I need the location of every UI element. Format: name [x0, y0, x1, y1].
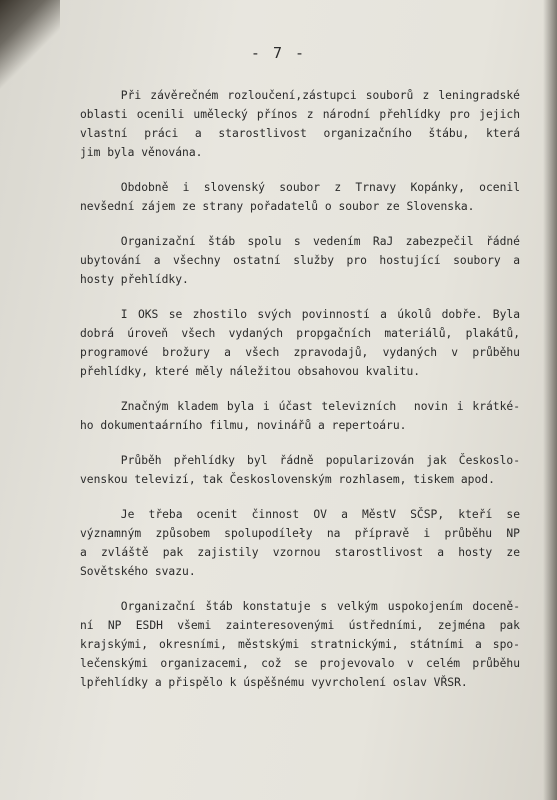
paragraph [80, 86, 520, 162]
text-line: oblasti ocenili umělecký přínos z národní přehlídky pro jejich [80, 108, 520, 121]
text-line: venskou televizí, tak Československým rozhlasem, tiskem apod. [80, 473, 495, 486]
paragraph [80, 305, 520, 381]
document-body [80, 86, 520, 708]
page-number: - 7 - [250, 44, 307, 62]
text-line: jim byla věnována. [80, 146, 203, 159]
text-line: a zvláště pak zajistily vzornou starostlivost a hosty ze [80, 546, 520, 559]
text-line: významným způsobem spolupodíleły na přípravě i průběhu NP [80, 527, 520, 540]
text-line: Obdobně i slovenský soubor z Trnavy Kopánky, ocenil [120, 181, 520, 194]
text-line: Značným kladem byla i účast televizních novin i krátké- [120, 400, 520, 413]
text-line: nevšední zájem ze strany pořadatelů o soubor ze Slovenska. [80, 200, 475, 213]
text-line: hosty přehlídky. [80, 273, 189, 286]
text-line: Sovětského svazu. [80, 565, 196, 578]
text-line: programové brožury a všech zpravodajů, vydaných v průběhu [80, 346, 520, 359]
paragraph [80, 505, 520, 581]
paragraph [80, 178, 520, 216]
text-line: krajskými, okresními, městskými stratnickými, státními a spo- [80, 638, 520, 651]
paragraph [80, 232, 520, 289]
text-line: ubytování a všechny ostatní služby pro hostující soubory a [80, 254, 520, 267]
text-line: Organizační štáb konstatuje s velkým uspokojením doceně- [120, 600, 520, 613]
text-line: vlastní práci a starostlivost organizačního štábu, která [80, 127, 520, 140]
text-line: lpřehlídky a přispělo k úspěšnému vyvrcholení oslav VŘSR. [80, 676, 468, 689]
text-line: Při závěrečném rozloučení,zástupci souborů z leningradské [120, 89, 520, 102]
paragraph [80, 451, 520, 489]
text-line: Organizační štáb spolu s vedením RaJ zabezpečil řádné [120, 235, 520, 248]
text-line: Je třeba ocenit činnost OV a MěstV SČSP, kteří se [120, 508, 520, 521]
text-line: lečenskými organizacemi, což se projevovalo v celém průběhu [80, 657, 520, 670]
text-line: ho dokumentaárního filmu, novinářů a repertoáru. [80, 419, 407, 432]
paragraph [80, 597, 520, 692]
text-line: dobrá úroveň všech vydaných propgačních materiálů, plakátů, [80, 327, 520, 340]
text-line: Průběh přehlídky byl řádně popularizován jak Českoslo- [120, 454, 520, 467]
text-line: přehlídky, které měly náležitou obsahovou kvalitu. [80, 365, 421, 378]
paragraph [80, 397, 520, 435]
text-line: ní NP ESDH všemi zainteresovenými ústředními, zejména pak [80, 619, 520, 632]
text-line: I OKS se zhostilo svých povinností a úkolů dobře. Byla [120, 308, 520, 321]
